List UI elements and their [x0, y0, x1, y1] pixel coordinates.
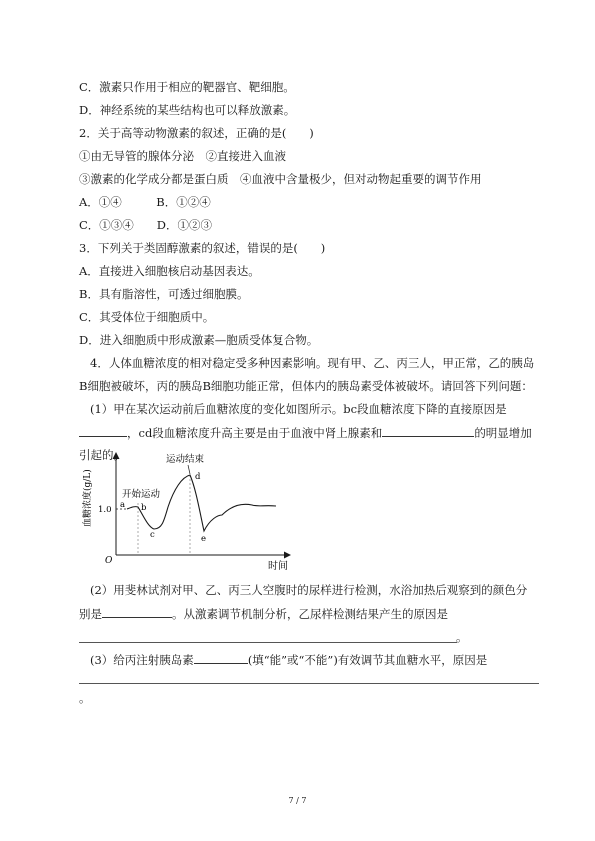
end-exercise-pointer	[188, 465, 190, 474]
part-3-line-1	[90, 652, 487, 667]
question-2-options-ab: A．①④ B．①②④	[79, 195, 211, 209]
part-3-line-3-end: 。	[79, 691, 91, 705]
answer-line-4[interactable]	[79, 642, 457, 643]
question-3-option-d: D．进入细胞质中形成激素—胞质受体复合物。	[79, 333, 319, 347]
part-1-line-2	[79, 425, 532, 440]
question-2-options-cd: C．①③④ D．①②③	[79, 218, 213, 232]
part-1-line-2-text-b: 的明显增加	[474, 426, 532, 440]
question-3-option-c: C．其受体位于细胞质中。	[79, 310, 215, 324]
start-exercise-label: 开始运动	[122, 489, 161, 500]
option-d: D．神经系统的某些结构也可以释放激素。	[79, 103, 296, 117]
answer-line-6[interactable]	[79, 683, 539, 684]
x-axis-label: 时间	[268, 561, 288, 572]
question-2-stem: 2．关于高等动物激素的叙述，正确的是( )	[79, 126, 314, 140]
end-exercise-label: 运动结束	[166, 454, 205, 465]
answer-blank-2[interactable]	[382, 425, 474, 437]
part-2-line-1: (2）用斐林试剂对甲、乙、丙三人空腹时的尿样进行检测，水浴加热后观察到的颜色分	[90, 583, 528, 597]
question-2-statement-1: ①由无导管的腺体分泌 ②直接进入血液	[79, 149, 286, 163]
point-d-label: d	[195, 472, 201, 482]
question-4-stem-line-1: 4．人体血糖浓度的相对稳定受多种因素影响。现有甲、乙、丙三人，甲正常，乙的胰岛	[90, 356, 535, 370]
part-3-line-1-text-a: (3）给丙注射胰岛素	[90, 653, 194, 667]
point-e-label: e	[201, 534, 207, 544]
question-3-option-b: B．具有脂溶性，可透过细胞膜。	[79, 287, 249, 301]
question-3-option-a: A．直接进入细胞核启动基因表达。	[79, 264, 260, 278]
question-2-statement-2: ③激素的化学成分都是蛋白质 ④血液中含量极少，但对动物起重要的调节作用	[79, 172, 482, 186]
y-axis-label: 血糖浓度(g/L)	[83, 469, 93, 527]
question-3-stem: 3．下列关于类固醇激素的叙述，错误的是( )	[79, 241, 326, 255]
part-3-line-1-text-b: (填“能”或“不能”)有效调节其血糖水平，原因是	[247, 653, 488, 667]
answer-blank-3[interactable]	[102, 606, 172, 618]
point-c-label: c	[150, 530, 155, 540]
part-2-line-2-text-a: 别是	[79, 607, 102, 621]
glucose-curve	[127, 475, 276, 531]
origin-label: O	[105, 556, 113, 566]
part-2-line-2	[79, 606, 448, 621]
part-1-line-1: (1）甲在某次运动前后血糖浓度的变化如图所示。bc段血糖浓度下降的直接原因是	[90, 402, 507, 416]
part-1-line-3: 引起的。	[79, 448, 125, 462]
part-2-line-2-text-b: 。从激素调节机制分析，乙尿样检测结果产生的原因是	[172, 607, 448, 621]
blood-glucose-figure	[70, 445, 300, 575]
point-b-label: b	[141, 503, 147, 513]
question-4-stem-line-2: B细胞被破坏，丙的胰岛B细胞功能正常，但体内的胰岛素受体被破坏。请回答下列问题：	[79, 379, 533, 393]
option-c: C．激素只作用于相应的靶器官、靶细胞。	[79, 80, 295, 94]
part-2-line-3-end: 。	[456, 630, 468, 644]
answer-blank-5[interactable]	[194, 652, 248, 664]
answer-blank-1[interactable]	[79, 425, 127, 437]
y-tick-label: 1.0	[98, 505, 112, 515]
part-1-line-2-text-a: ，cd段血糖浓度升高主要是由于血液中肾上腺素和	[127, 426, 383, 440]
point-a-label: a	[120, 500, 126, 510]
page-number: 7 / 7	[288, 796, 307, 805]
